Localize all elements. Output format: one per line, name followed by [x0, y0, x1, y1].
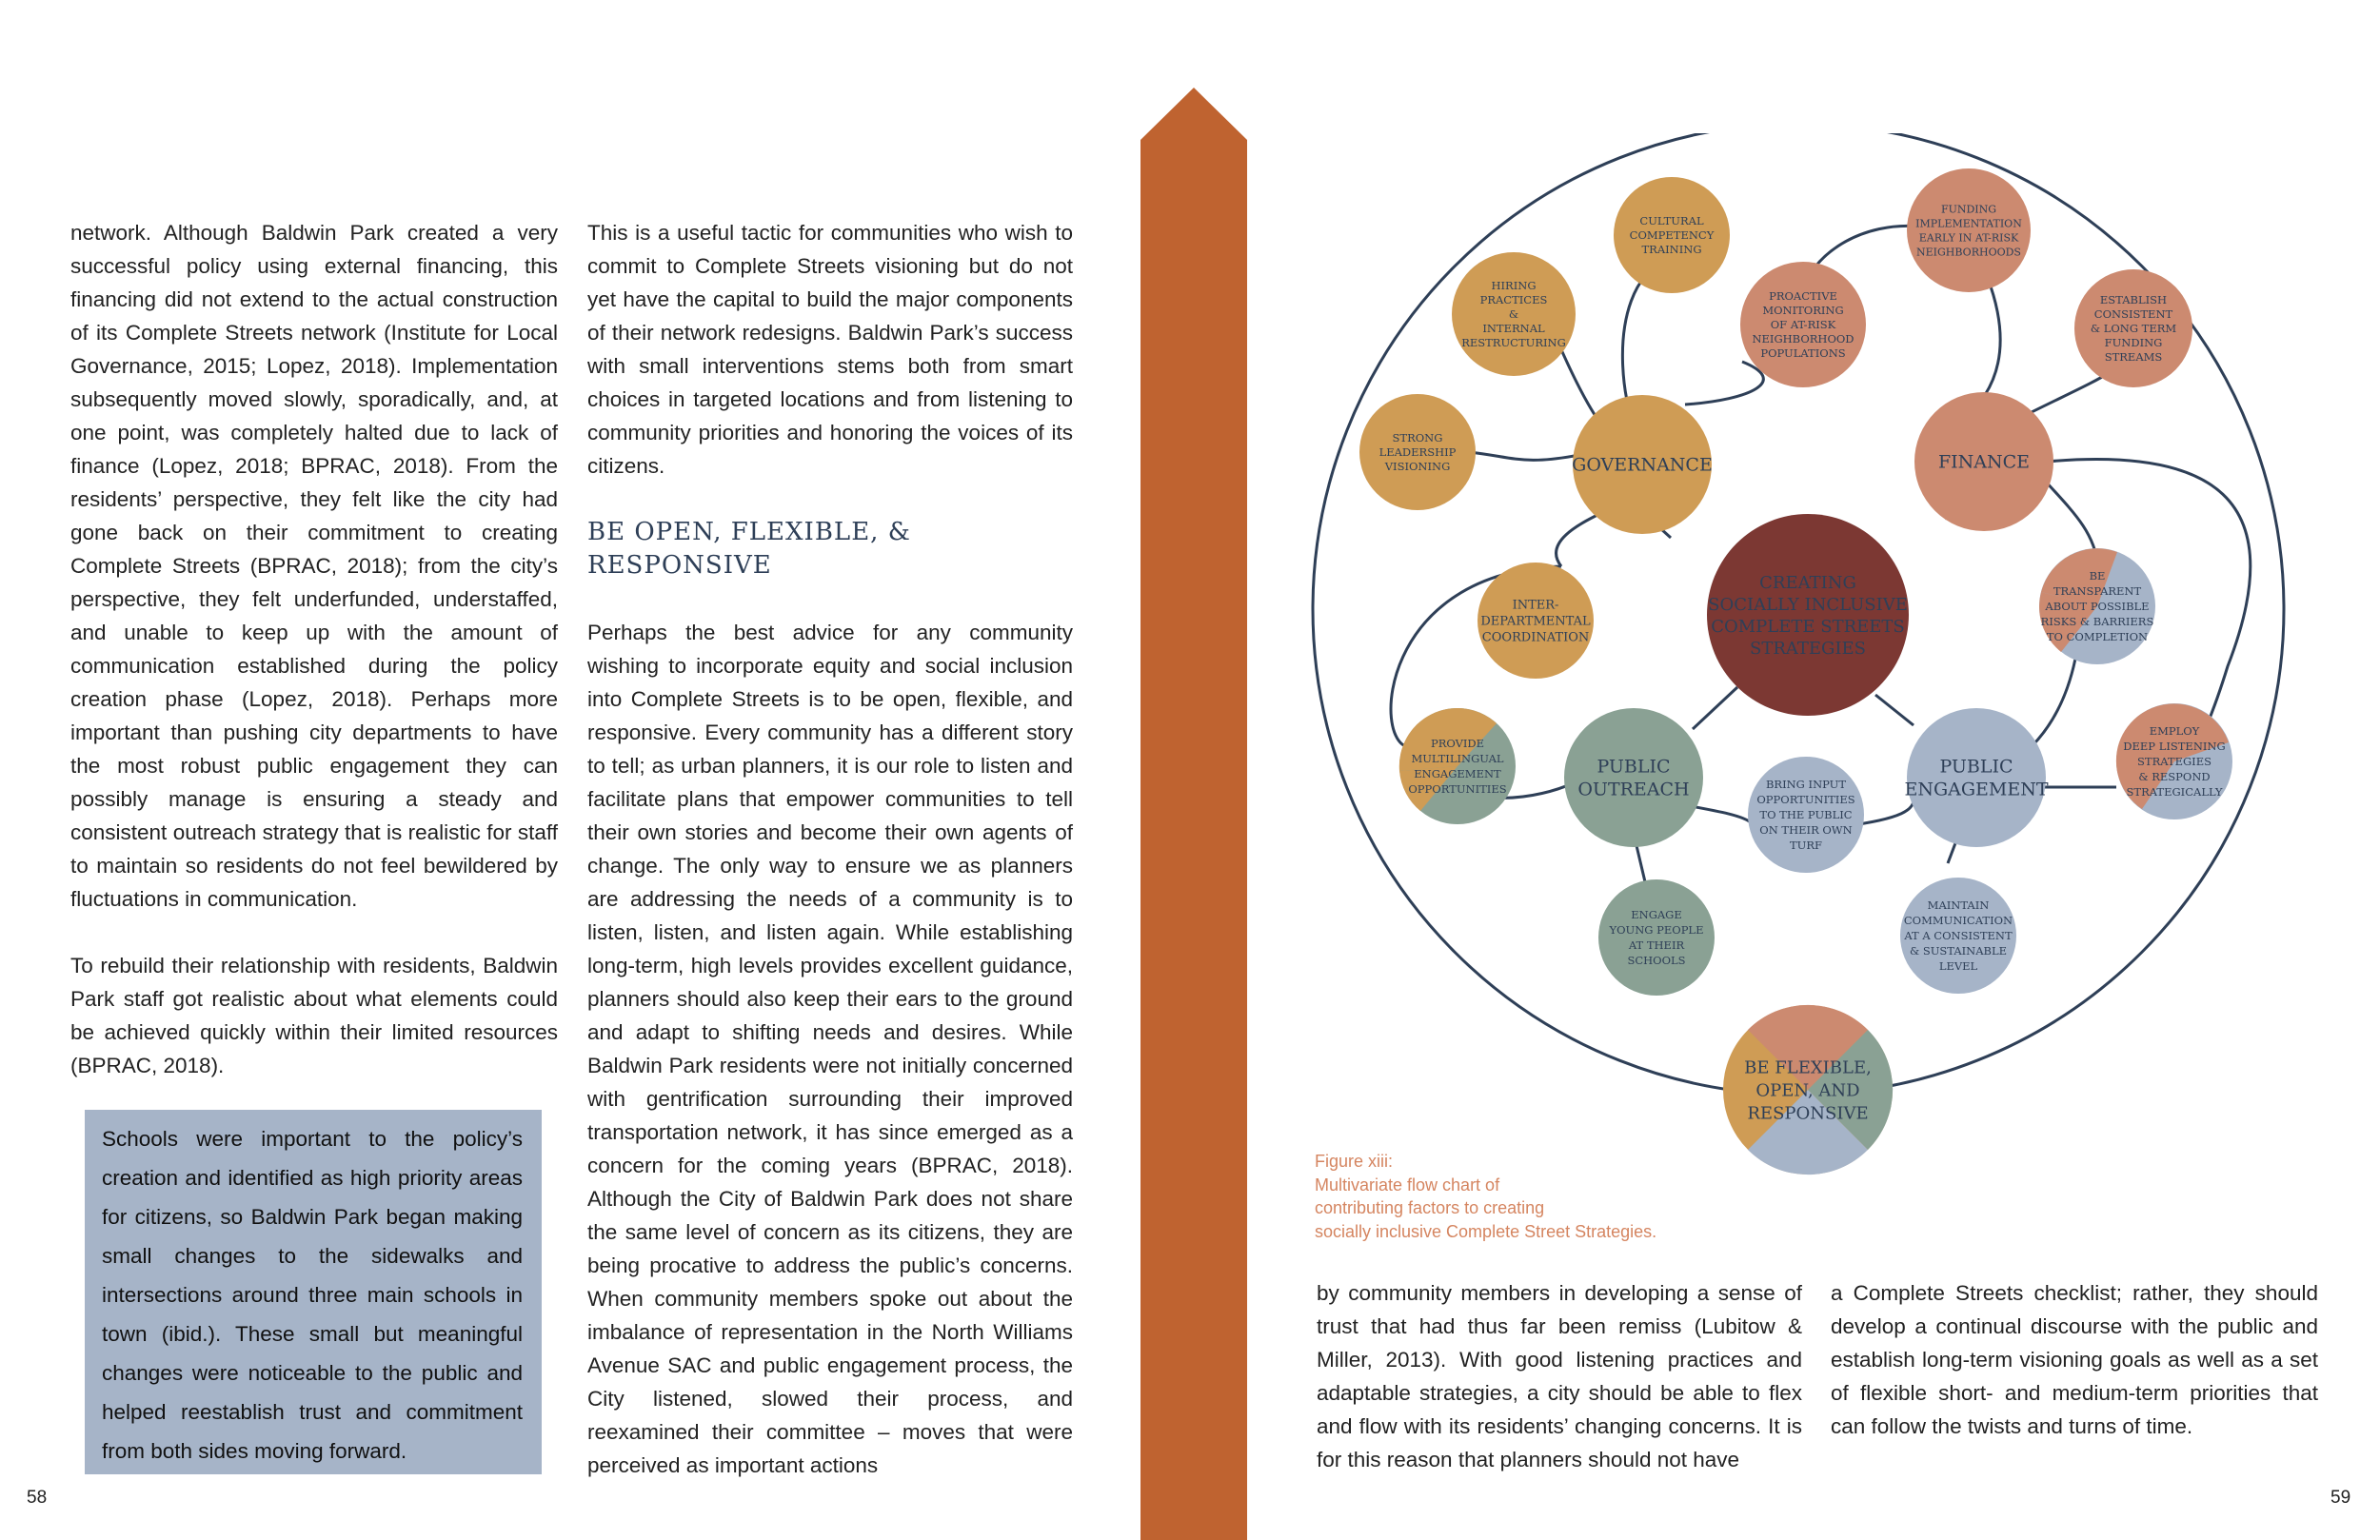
node-label-line: STRATEGIES: [1749, 638, 1867, 659]
node-label-line: FUNDING: [2104, 336, 2163, 350]
node-label-line: OUTREACH: [1577, 779, 1690, 800]
node-label-line: STREAMS: [2104, 350, 2163, 365]
node-label-line: TRANSPARENT: [2053, 584, 2142, 599]
node-label-line: PUBLIC: [1939, 756, 2013, 778]
node-label-line: MULTILINGUAL: [1411, 752, 1504, 766]
node-label-line: EMPLOY: [2149, 724, 2200, 739]
connector: [1685, 362, 1763, 405]
right-column-text-1: [1317, 1276, 1802, 1476]
node-label-line: CONSISTENT: [2093, 307, 2173, 322]
node-label-line: ESTABLISH: [2099, 293, 2168, 307]
node-label-line: FINANCE: [1937, 451, 2031, 473]
arrow-divider: [1140, 88, 1247, 1540]
node-label-line: NEIGHBORHOODS: [1916, 246, 2021, 259]
node-label-governance: [1572, 455, 1713, 476]
node-label-line: AT A CONSISTENT: [1904, 929, 2013, 943]
node-label-line: HIRING: [1491, 279, 1537, 293]
node-label-line: BRING INPUT: [1765, 778, 1847, 792]
node-label-line: STRATEGICALLY: [2126, 785, 2223, 800]
node-label-line: & LONG TERM: [2090, 322, 2177, 336]
node-label-line: LEADERSHIP: [1378, 445, 1457, 460]
node-label-line: PUBLIC: [1597, 756, 1671, 778]
node-young: [1598, 879, 1715, 996]
caption-line: Figure xiii:: [1315, 1152, 1394, 1171]
node-label-line: & SUSTAINABLE: [1909, 944, 2008, 958]
left-column-text: [70, 216, 558, 1082]
node-label-cultural: [1630, 214, 1715, 256]
connector: [1557, 514, 1599, 566]
caption-line: contributing factors to creating: [1315, 1198, 1545, 1217]
node-label-line: FUNDING: [1940, 203, 1997, 216]
right-column-text-2: [1831, 1276, 2318, 1443]
flow-chart-diagram: [1304, 133, 2380, 1190]
node-label-line: TO COMPLETION: [2046, 630, 2149, 644]
node-label-line: COMMUNICATION: [1903, 914, 2013, 928]
node-label-line: COMPETENCY: [1629, 228, 1715, 243]
middle-column-text: [587, 216, 1073, 1482]
node-label-flexible: [1744, 1057, 1872, 1123]
connector: [1469, 452, 1584, 460]
node-label-line: DEPARTMENTAL: [1480, 614, 1591, 629]
node-label-line: MAINTAIN: [1927, 898, 1990, 913]
node-label-line: STRONG: [1392, 431, 1443, 445]
callout-box: [85, 1110, 542, 1474]
figure-caption: [1315, 1150, 1656, 1243]
node-label-line: BE FLEXIBLE,: [1744, 1057, 1872, 1078]
paragraph: This is a useful tactic for communities who wish to commit to Complete Streets visioning but do not yet have the capital to build the major components of their network redesigns. Baldwin Park’s success with small interventions stems both from smart choices in targeted locations and from listening to community priorities and honoring the voices of its citizens.: [587, 221, 1073, 478]
node-label-line: PRACTICES: [1479, 293, 1548, 307]
node-label-line: POPULATIONS: [1760, 346, 1846, 361]
node-funding: [1907, 168, 2031, 292]
node-label-finance: [1938, 452, 2030, 473]
section-heading: BE OPEN, FLEXIBLE, & RESPONSIVE: [587, 518, 911, 580]
caption-line: socially inclusive Complete Street Strategies.: [1315, 1221, 1657, 1241]
node-label-line: INTER-: [1512, 598, 1559, 613]
node-label-line: VISIONING: [1384, 460, 1451, 474]
node-label-line: MONITORING: [1762, 304, 1844, 318]
node-label-line: TO THE PUBLIC: [1759, 808, 1853, 822]
node-label-line: ON THEIR OWN: [1759, 823, 1853, 838]
node-label-line: PROVIDE: [1430, 737, 1485, 751]
node-label-line: OPEN, AND: [1755, 1080, 1860, 1101]
node-label-line: COMPLETE STREETS: [1711, 616, 1905, 637]
node-label-line: RESTRUCTURING: [1461, 336, 1566, 350]
node-label-line: ENGAGEMENT: [1904, 779, 2049, 800]
callout-text: Schools were important to the policy’s creation and identified as high priority areas for citizens, so Baldwin Park began making small changes to the sidewalks and intersections around three main schools in town (ibid.). These small but meaningful changes were noticeable to the public and helped reestablish trust and commitment from both sides moving forward.: [102, 1127, 523, 1463]
node-label-line: NEIGHBORHOOD: [1752, 332, 1854, 346]
node-public-outreach: [1564, 708, 1703, 847]
node-label-line: SCHOOLS: [1627, 954, 1686, 968]
node-label-line: AT THEIR: [1628, 938, 1685, 953]
paragraph: by community members in developing a sense of trust that had thus far been remiss (Lubitow & Miller, 2013). With good listening practices and adaptable strategies, a city should be able to flex and flow with its residents’ changing concerns. It is for this reason that planners should not have: [1317, 1281, 1802, 1471]
node-label-line: INTERNAL: [1482, 322, 1545, 336]
node-label-line: EARLY IN AT-RISK: [1918, 231, 2019, 245]
node-label-line: IMPLEMENTATION: [1915, 217, 2022, 230]
node-label-line: OF AT-RISK: [1770, 318, 1836, 332]
node-multilingual: [1399, 708, 1516, 824]
node-label-line: DEEP LISTENING: [2123, 740, 2226, 754]
node-label-line: CREATING: [1759, 572, 1856, 593]
node-label-line: RISKS & BARRIERS: [2040, 615, 2154, 629]
node-label-line: TRAINING: [1641, 243, 1702, 257]
node-label-line: BE: [2089, 569, 2106, 583]
node-label-line: LEVEL: [1938, 959, 1978, 974]
node-label-line: ENGAGE: [1631, 908, 1682, 922]
paragraph: Perhaps the best advice for any community wishing to incorporate equity and social inclusion into Complete Streets is to be open, flexible, and responsive. Every community has a different story to tell; as urban planners, it is our role to listen and facilitate plans that empower communities to tell their own stories and become their own agents of change. The only way to ensure we as planners are addressing the needs of a community is to listen, listen, and listen again. While establishing long-term, high levels provides excellent guidance, planners should also keep their ears to the ground and adapt to shifting needs and desires. While Baldwin Park residents were not initially concerned with gentrification surrounding their improved transportation network, it has since emerged as a concern for the coming years (BPRAC, 2018). Although the City of Baldwin Park does not share the same level of concern as its citizens, they are being procative to address the public’s concerns. When community members spoke out about the imbalance of representation in the North Williams Avenue SAC and public engagement process, the City listened, slowed their process, and reexamined their committee – moves that were perceived as important actions: [587, 621, 1073, 1477]
node-label-line: CULTURAL: [1639, 214, 1704, 228]
node-label-line: GOVERNANCE: [1572, 454, 1713, 476]
node-label-line: ENGAGEMENT: [1414, 767, 1501, 781]
paragraph: network. Although Baldwin Park created a very successful policy using external financing, this financing did not extend to the actual construction of its Complete Streets network (Institute for Local Governance, 2015; Lopez, 2018). Implementation subsequently moved slowly, sporadically, and, at one point, was completely halted due to lack of finance (Lopez, 2018; BPRAC, 2018). From the residents’ perspective, they felt like the city had gone back on their commitment to creating Complete Streets (BPRAC, 2018); from the city’s perspective, they felt underfunded, understaffed, and unable to keep up with the amount of communication established during the policy creation phase (Lopez, 2018). Perhaps more important than pushing city departments to have the most robust public engagement they can possibly manage is ensuring a steady and consistent outreach strategy that is realistic for staff to maintain so residents do not feel bewildered by fluctuations in communication.: [70, 221, 558, 911]
page-number-left: 58: [27, 1488, 48, 1508]
node-label-line: OPPORTUNITIES: [1756, 793, 1855, 807]
node-label-line: PROACTIVE: [1769, 289, 1837, 304]
connector: [1875, 695, 1914, 725]
node-public-engagement: [1907, 708, 2046, 847]
node-label-line: TURF: [1789, 839, 1823, 853]
paragraph: a Complete Streets checklist; rather, they should develop a continual discourse with the public and establish long-term visioning goals as well as a set of flexible short- and medium-term priorities that can follow the twists and turns of time.: [1831, 1281, 2318, 1438]
node-center: [1707, 514, 1909, 716]
node-label-line: STRATEGIES: [2137, 755, 2211, 769]
node-label-line: YOUNG PEOPLE: [1609, 923, 1704, 938]
node-label-line: ABOUT POSSIBLE: [2045, 600, 2150, 614]
page-number-right: 59: [2330, 1488, 2351, 1508]
node-label-line: & RESPOND: [2138, 770, 2211, 784]
node-label-line: COORDINATION: [1481, 630, 1590, 645]
caption-line: Multivariate flow chart of: [1315, 1175, 1500, 1194]
node-label-line: OPPORTUNITIES: [1408, 782, 1507, 797]
paragraph: To rebuild their relationship with residents, Baldwin Park staff got realistic about what elements could be achieved quickly within their limited resources (BPRAC, 2018).: [70, 954, 558, 1077]
connector: [1693, 687, 1737, 729]
node-label-line: RESPONSIVE: [1747, 1103, 1869, 1124]
node-label-line: &: [1508, 307, 1519, 322]
node-label-line: SOCIALLY INCLUSIVE: [1708, 594, 1908, 615]
